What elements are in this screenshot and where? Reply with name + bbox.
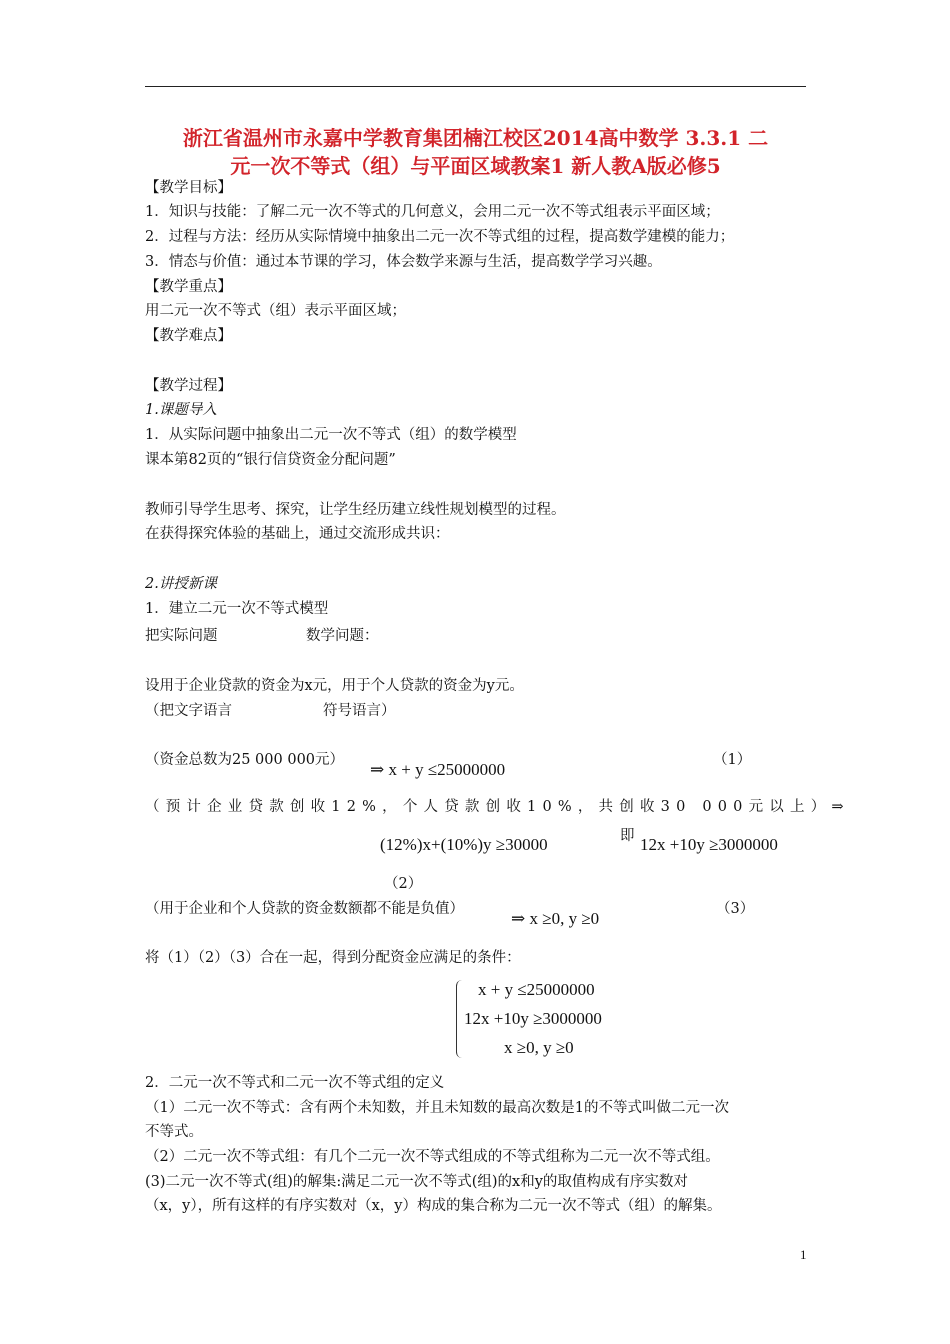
- condition-2-number: （2）: [384, 876, 423, 892]
- definition-1a: （1）二元一次不等式：含有两个未知数，并且未知数的最高次数是1的不等式叫做二元一次: [145, 1100, 729, 1116]
- condition-3-math: ⇒ x ≥0, y ≥0: [511, 909, 600, 928]
- goal-2: 2．过程与方法：经历从实际情境中抽象出二元一次不等式组的过程，提高数学建模的能力；: [145, 229, 735, 245]
- conversion-1-right: 数学问题：: [306, 628, 379, 644]
- document-title: [145, 124, 806, 180]
- condition-2-ji: 即: [620, 828, 635, 844]
- intro-text-1: 教师引导学生思考、探究，让学生经历建立线性规划模型的过程。: [145, 502, 566, 518]
- condition-2-math-a: (12%)x+(10%)y ≥30000: [380, 835, 548, 854]
- condition-3-number: （3）: [716, 901, 755, 917]
- condition-1-text: （资金总数为25 000 000元）: [145, 752, 345, 768]
- variable-setup: 设用于企业贷款的资金为x元，用于个人贷款的资金为y元。: [145, 678, 524, 694]
- definition-3a: (3)二元一次不等式(组)的解集:满足二元一次不等式(组)的x和y的取值构成有序实数对: [145, 1174, 688, 1190]
- condition-2-math-b: 12x +10y ≥3000000: [640, 835, 778, 854]
- key-points-text: 用二元一次不等式（组）表示平面区域；: [145, 303, 406, 319]
- page-number: 1: [800, 1247, 807, 1262]
- goals-heading: 【教学目标】: [145, 180, 232, 196]
- condition-2-text: （预计企业贷款创收12%，个人贷款创收10%，共创收30 000元以上）⇒: [145, 799, 850, 815]
- condition-3-text: （用于企业和个人贷款的资金数额都不能是负值）: [145, 901, 464, 917]
- definition-3b: （x，y），所有这样的有序实数对（x，y）构成的集合称为二元一次不等式（组）的解集。: [145, 1198, 722, 1214]
- title-line-2: 元一次不等式（组）与平面区域教案1 新人教A版必修5: [230, 154, 721, 178]
- title-line-1: 浙江省温州市永嘉中学教育集团楠江校区2014高中数学 3.3.1 二: [182, 126, 769, 150]
- process-heading: 【教学过程】: [145, 378, 232, 394]
- definition-1b: 不等式。: [145, 1124, 203, 1140]
- combine-text: 将（1）（2）（3）合在一起，得到分配资金应满足的条件：: [145, 950, 521, 966]
- condition-1-math: ⇒ x + y ≤25000000: [370, 760, 506, 779]
- lecture-heading: 2.讲授新课: [145, 576, 217, 592]
- system-line-1: x + y ≤25000000: [478, 980, 595, 999]
- system-line-3: x ≥0, y ≥0: [504, 1038, 574, 1057]
- intro-text-2: 在获得探究体验的基础上，通过交流形成共识：: [145, 526, 450, 542]
- condition-1-number: （1）: [713, 752, 752, 768]
- lecture-item-1: 1．建立二元一次不等式模型: [145, 601, 329, 617]
- definition-2: （2）二元一次不等式组：有几个二元一次不等式组成的不等式组称为二元一次不等式组。: [145, 1149, 720, 1165]
- intro-reference: 课本第82页的“银行信贷资金分配问题”: [145, 452, 396, 468]
- conversion-2-right: 符号语言）: [323, 703, 396, 719]
- definition-heading: 2．二元一次不等式和二元一次不等式组的定义: [145, 1075, 445, 1091]
- goal-3: 3．情态与价值：通过本节课的学习，体会数学来源与生活，提高数学学习兴趣。: [145, 254, 662, 270]
- conversion-1-left: 把实际问题: [145, 628, 218, 644]
- system-brace: [456, 980, 463, 1058]
- difficulty-heading: 【教学难点】: [145, 328, 232, 344]
- conversion-2-left: （把文字语言: [145, 703, 232, 719]
- system-line-2: 12x +10y ≥3000000: [464, 1009, 602, 1028]
- intro-item: 1．从实际问题中抽象出二元一次不等式（组）的数学模型: [145, 427, 517, 443]
- header-rule: [145, 86, 806, 87]
- key-points-heading: 【教学重点】: [145, 279, 232, 295]
- goal-1: 1．知识与技能：了解二元一次不等式的几何意义，会用二元一次不等式组表示平面区域；: [145, 204, 720, 220]
- intro-heading: 1.课题导入: [145, 402, 217, 418]
